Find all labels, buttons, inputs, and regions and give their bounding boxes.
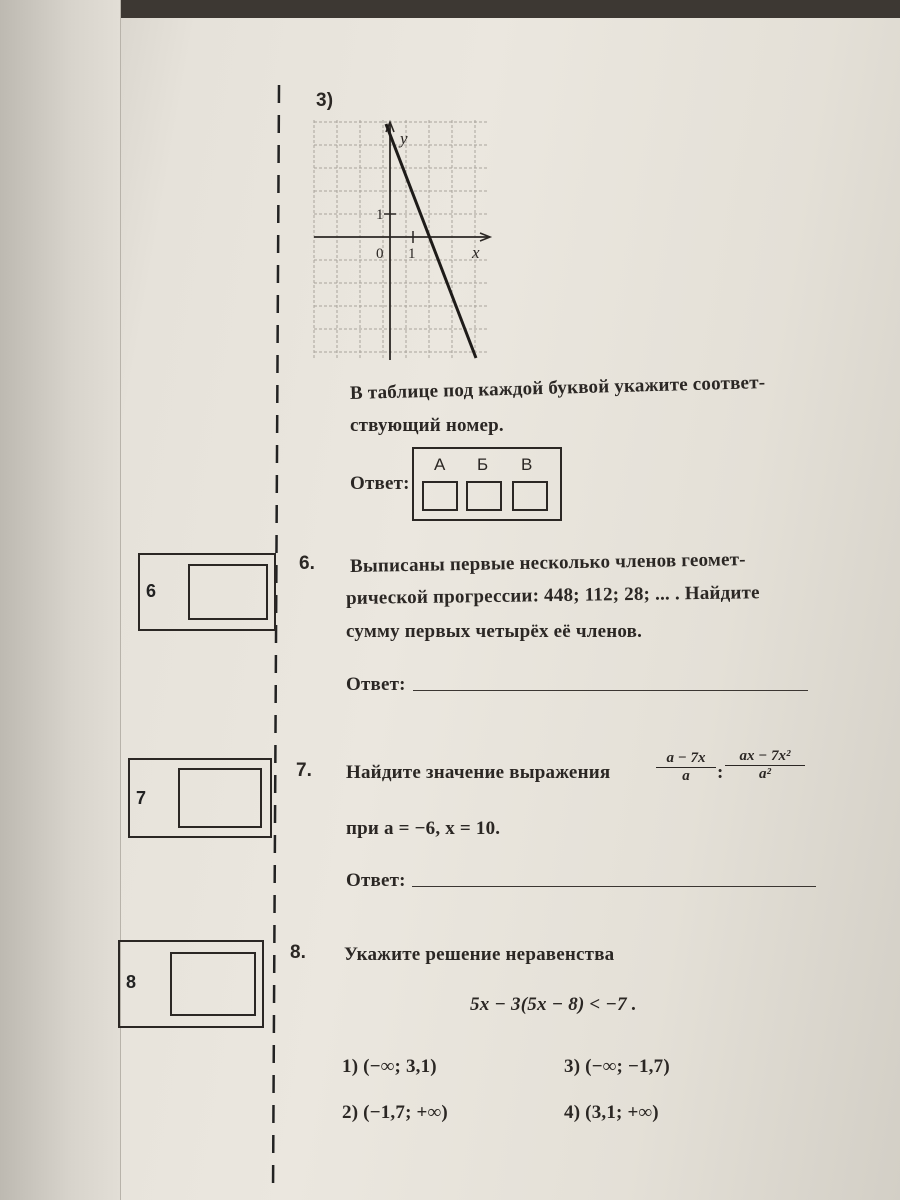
- answer-label-7: Ответ:: [346, 870, 406, 891]
- option-2[interactable]: 2) (−1,7; +∞): [342, 1102, 448, 1123]
- score-box-field[interactable]: [188, 564, 268, 620]
- question-6-line-3: сумму первых четырёх её членов.: [346, 621, 643, 642]
- page-top-shadow: [110, 0, 900, 18]
- part-3-label: 3): [316, 90, 334, 111]
- origin-label: 0: [376, 246, 384, 262]
- graph-line: [386, 124, 476, 358]
- question-7-text: Найдите значение выражения: [346, 762, 611, 783]
- left-page-edge: [0, 0, 121, 1200]
- fraction-1-numerator: a − 7x: [656, 750, 716, 768]
- fraction-2-numerator: ax − 7x²: [725, 748, 805, 766]
- score-box-field[interactable]: [178, 768, 262, 828]
- fraction-2: [725, 748, 805, 783]
- line-graph: [312, 118, 494, 363]
- table-letter-b: Б: [477, 455, 489, 474]
- x-tick-label: 1: [408, 246, 416, 262]
- instruction-line-1: В таблице под каждой буквой укажите соответ-: [349, 372, 766, 404]
- question-8-text: Укажите решение неравенства: [344, 944, 615, 965]
- table-letter-v: В: [521, 455, 533, 474]
- question-6-number: 6.: [299, 553, 315, 574]
- score-box-label: 7: [136, 788, 147, 808]
- score-box-label: 6: [146, 581, 157, 601]
- y-axis-label: y: [400, 129, 408, 148]
- division-operator: :: [717, 762, 724, 783]
- answer-label-table: Ответ:: [350, 473, 410, 494]
- option-4[interactable]: 4) (3,1; +∞): [564, 1102, 659, 1123]
- table-cell-v[interactable]: [512, 481, 548, 511]
- score-box-field[interactable]: [170, 952, 256, 1016]
- score-box-7: [128, 758, 272, 838]
- table-letter-a: А: [434, 455, 446, 474]
- question-8-number: 8.: [290, 942, 306, 963]
- option-1[interactable]: 1) (−∞; 3,1): [342, 1056, 437, 1077]
- dashed-cut-line: [268, 85, 290, 1195]
- score-box-label: 8: [126, 972, 137, 992]
- question-7-condition: при a = −6, x = 10.: [346, 818, 501, 839]
- answer-label-6: Ответ:: [346, 674, 406, 695]
- question-6-line-2: рической прогрессии: 448; 112; 28; ... . Найдите: [345, 582, 760, 609]
- table-cell-b[interactable]: [466, 481, 502, 511]
- answer-line-7[interactable]: [412, 886, 816, 887]
- score-box-6: [138, 553, 276, 631]
- table-cell-a[interactable]: [422, 481, 458, 511]
- score-box-8: [118, 940, 264, 1028]
- x-axis-label: x: [472, 243, 480, 262]
- fraction-1-denominator: a: [682, 768, 690, 784]
- fraction-1: [656, 750, 716, 785]
- instruction-line-2: ствующий номер.: [350, 415, 504, 436]
- option-3[interactable]: 3) (−∞; −1,7): [564, 1056, 670, 1077]
- question-6-line-1: Выписаны первые несколько членов геомет-: [349, 549, 746, 577]
- y-tick-label: 1: [376, 207, 384, 223]
- question-7-number: 7.: [296, 760, 312, 781]
- answer-line-6[interactable]: [413, 690, 808, 691]
- fraction-2-denominator: a²: [759, 766, 771, 782]
- inequality: 5x − 3(5x − 8) < −7 .: [470, 994, 637, 1015]
- answer-table: [412, 447, 562, 521]
